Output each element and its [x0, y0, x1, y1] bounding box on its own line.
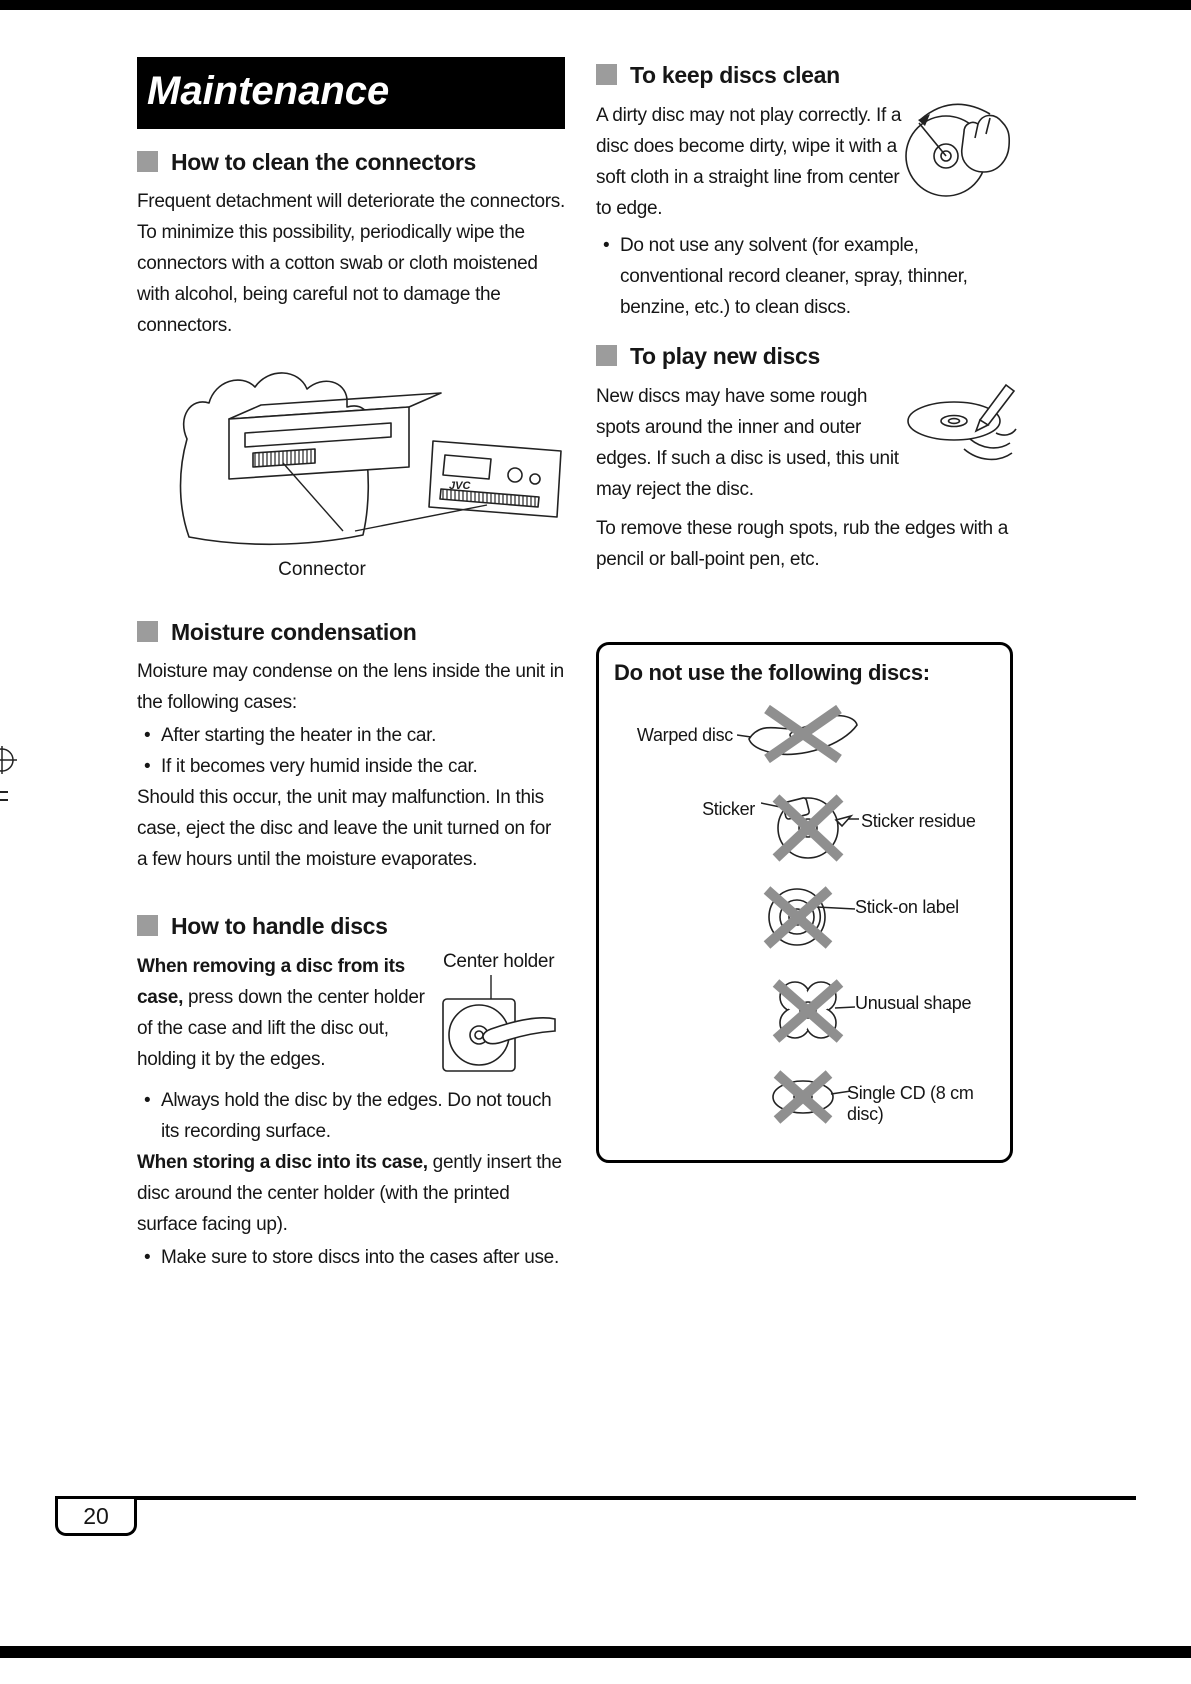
page-number-tab: [55, 1499, 137, 1536]
center-holder-label: Center holder: [443, 951, 555, 972]
section-new-discs: [596, 343, 1020, 369]
list-item: • After starting the heater in the car.: [137, 720, 565, 751]
list-item: • Always hold the disc by the edges. Do not touch its recording surface.: [137, 1085, 565, 1147]
sticker-label: Sticker: [702, 799, 755, 819]
unit-brand-text: JVC: [449, 480, 471, 492]
disc-wiping-illustration: [904, 90, 1018, 204]
handling-bullet-list: [137, 1085, 565, 1147]
section-moisture: [137, 619, 565, 645]
center-holder-illustration: [437, 975, 557, 1075]
unusual-shape-illustration: [763, 975, 855, 1047]
section-marker-icon: [596, 64, 617, 85]
stick-on-label-label: Stick-on label: [855, 897, 959, 917]
single-cd-label: Single CD (8 cm disc): [847, 1083, 974, 1124]
list-item: • If it becomes very humid inside the car.: [137, 751, 565, 782]
section-marker-icon: [137, 621, 158, 642]
page-top-rule: [0, 0, 1191, 10]
section-heading: How to clean the connectors: [171, 149, 477, 175]
new-discs-body2: To remove these rough spots, rub the edges with a pencil or ball-point pen, etc.: [596, 518, 1008, 570]
disc-storing-rest: gently insert the disc around the center holder (with the printed surface facing up).: [137, 1152, 562, 1235]
disc-removal-rest: press down the center holder of the case and lift the disc out, holding it by the edges.: [137, 987, 425, 1070]
sticker-residue-label: Sticker residue: [861, 811, 976, 831]
section-marker-icon: [596, 345, 617, 366]
disc-removal-lead: When removing a disc from its case,: [137, 956, 405, 1008]
do-not-use-box: [596, 642, 1013, 1163]
new-discs-body: New discs may have some rough spots around the inner and outer edges. If such a disc is used, this unit may reject the disc.: [596, 386, 899, 500]
moisture-intro: Moisture may condense on the lens inside the unit in the following cases:: [137, 661, 564, 713]
section-marker-icon: [137, 151, 158, 172]
section-heading: Moisture condensation: [171, 619, 417, 645]
section-handle-discs: [137, 913, 565, 939]
chapter-title-banner: [137, 57, 565, 129]
stereo-unit-illustration: [137, 355, 563, 555]
registration-mark-icon: [0, 744, 23, 808]
disc-storing-lead: When storing a disc into its case,: [137, 1152, 428, 1173]
warped-disc-label: Warped disc: [636, 725, 733, 745]
section-heading: To play new discs: [630, 343, 821, 369]
left-column: [137, 57, 565, 1273]
moisture-bullet-list: [137, 720, 565, 782]
single-cd-illustration: [765, 1069, 851, 1125]
section-keep-clean: [596, 62, 1020, 88]
footer-rule: [55, 1496, 1136, 1500]
moisture-outro: Should this occur, the unit may malfunction. In this case, eject the disc and leave the unit turned on for a few hours until the moisture evaporates.: [137, 787, 551, 870]
wiping-hand: [962, 115, 1010, 172]
section-heading: How to handle discs: [171, 913, 388, 939]
right-column: [596, 57, 1020, 1237]
keep-clean-block: [596, 100, 1020, 228]
warped-disc-illustration: [737, 705, 863, 763]
sticker-disc-illustration: [761, 785, 859, 865]
keep-clean-bullet-list: [596, 230, 1020, 323]
connector-figure: [137, 355, 565, 581]
unusual-shape-label: Unusual shape: [855, 993, 972, 1013]
keep-clean-body: A dirty disc may not play correctly. If a disc does become dirty, wipe it with a soft cloth in a straight line from center to edge.: [596, 105, 902, 219]
section-marker-icon: [137, 915, 158, 936]
list-item: • Do not use any solvent (for example, conventional record cleaner, spray, thinner, benzine, etc.) to clean discs.: [596, 230, 1020, 323]
disc-storing-text: [137, 1147, 565, 1240]
clean-connectors-body: Frequent detachment will deteriorate the connectors. To minimize this possibility, periodically wipe the connectors with a cotton swab or cloth moistened with alcohol, being careful not to damage the connectors.: [137, 191, 565, 336]
stick-on-label-illustration: [755, 883, 855, 951]
new-discs-block: [596, 381, 1020, 513]
disc-removal-text: [137, 951, 437, 1075]
disc-removal-block: [137, 951, 565, 1083]
section-heading: To keep discs clean: [630, 62, 840, 88]
new-disc-illustration: [904, 381, 1020, 477]
page-number: 20: [83, 1502, 109, 1529]
storing-bullet-list: [137, 1242, 565, 1273]
section-clean-connectors: [137, 149, 565, 175]
connector-label: Connector: [278, 559, 366, 580]
list-item: • Make sure to store discs into the cases after use.: [137, 1242, 565, 1273]
page-title: Maintenance: [147, 68, 390, 113]
do-not-use-heading: Do not use the following discs:: [614, 660, 930, 685]
page-bottom-rule: [0, 1646, 1191, 1658]
